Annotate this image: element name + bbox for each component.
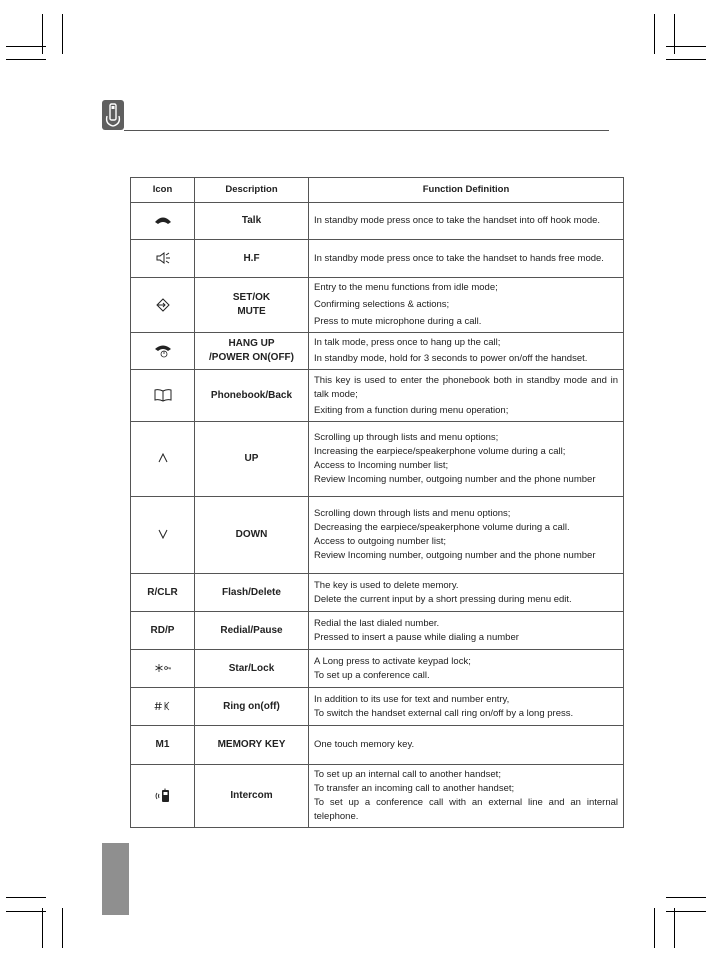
crop-mark (674, 14, 675, 54)
function-table (130, 177, 624, 828)
star-lock-icon (154, 663, 172, 673)
header-function-definition: Function Definition (309, 178, 624, 203)
icon-cell (131, 240, 195, 278)
down-arrow-icon (158, 529, 168, 539)
icon-cell (131, 497, 195, 574)
icon-cell (131, 765, 195, 828)
definition-line: In standby mode press once to take the handset to hands free mode. (314, 252, 604, 264)
crop-mark (62, 908, 63, 948)
definition-cell (309, 278, 624, 333)
definition-cell (309, 765, 624, 828)
header-icon: Icon (131, 178, 195, 203)
key-label: M1 (155, 739, 170, 750)
definition-cell (309, 726, 624, 765)
description-text: Flash/Delete (222, 586, 281, 598)
crop-mark (666, 59, 706, 60)
table-row (131, 688, 624, 726)
crop-mark (62, 14, 63, 54)
description-text: Talk (241, 215, 262, 226)
crop-mark (654, 908, 655, 948)
definition-line: To switch the handset external call ring on/off by a long press. (314, 707, 574, 719)
icon-cell (131, 370, 195, 422)
crop-mark (6, 897, 46, 898)
description-text: /POWER ON(OFF) (209, 352, 294, 363)
description-cell (195, 765, 309, 828)
description-cell (195, 203, 309, 240)
key-label: R/CLR (147, 586, 178, 598)
table-row (131, 333, 624, 370)
description-text: DOWN (235, 529, 268, 540)
definition-cell (309, 650, 624, 688)
definition-cell (309, 497, 624, 574)
description-cell (195, 574, 309, 612)
set-ok-mute-icon (156, 298, 170, 312)
definition-line: Entry to the menu functions from idle mode; (314, 282, 498, 293)
up-arrow-icon (158, 453, 168, 463)
definition-cell (309, 422, 624, 497)
icon-cell (131, 278, 195, 333)
crop-mark (42, 14, 43, 54)
icon-cell (131, 650, 195, 688)
description-cell (195, 370, 309, 422)
description-text: Intercom (230, 790, 273, 801)
table-row (131, 278, 624, 333)
description-cell (195, 726, 309, 765)
description-cell (195, 422, 309, 497)
crop-mark (654, 14, 655, 54)
crop-mark (6, 911, 46, 912)
crop-mark (6, 59, 46, 60)
definition-line: Exiting from a function during menu operation; (314, 404, 509, 416)
definition-line: To set up an internal call to another handset; (314, 769, 501, 780)
definition-line: Pressed to insert a pause while dialing a number (314, 631, 519, 643)
definition-cell (309, 203, 624, 240)
crop-mark (674, 908, 675, 948)
icon-cell (131, 333, 195, 370)
definition-line: In standby mode press once to take the handset into off hook mode. (314, 215, 601, 226)
description-text: MEMORY KEY (217, 739, 286, 750)
crop-mark (666, 897, 706, 898)
definition-line: Increasing the earpiece/speakerphone volume during a call; (314, 446, 566, 457)
talk-handset-icon (154, 215, 172, 225)
definition-cell (309, 370, 624, 422)
table-row (131, 574, 624, 612)
description-cell (195, 650, 309, 688)
description-cell (195, 240, 309, 278)
definition-line: Scrolling up through lists and menu options; (314, 432, 499, 443)
icon-cell (131, 203, 195, 240)
table-row (131, 612, 624, 650)
icon-cell (131, 726, 195, 765)
definition-line: Press to mute microphone during a call. (314, 316, 482, 327)
description-text: MUTE (237, 306, 266, 317)
description-cell (195, 497, 309, 574)
icon-cell (131, 688, 195, 726)
table-row (131, 422, 624, 497)
definition-line: Scrolling down through lists and menu options; (314, 508, 511, 519)
definition-line: This key is used to enter the phonebook both in standby mode and in talk mode; (314, 374, 618, 400)
definition-cell (309, 612, 624, 650)
table-row (131, 726, 624, 765)
description-text: HANG UP (228, 338, 275, 349)
definition-line: To set up a conference call. (314, 669, 430, 681)
definition-cell (309, 574, 624, 612)
description-cell (195, 612, 309, 650)
table-row (131, 240, 624, 278)
description-text: H.F (243, 252, 260, 264)
icon-cell (131, 612, 195, 650)
definition-line: One touch memory key. (314, 739, 415, 750)
definition-line: To transfer an incoming call to another handset; (314, 783, 515, 794)
definition-line: In addition to its use for text and number entry, (314, 693, 510, 705)
icon-cell (131, 422, 195, 497)
table-row (131, 650, 624, 688)
table-row (131, 203, 624, 240)
table-header-row (131, 178, 624, 203)
handsfree-speaker-icon (155, 251, 171, 265)
description-text: SET/OK (232, 292, 271, 303)
description-text: Ring on(off) (223, 700, 280, 712)
definition-line: Decreasing the earpiece/speakerphone volume during a call. (314, 522, 570, 533)
table-row (131, 765, 624, 828)
crop-mark (666, 46, 706, 47)
definition-cell (309, 688, 624, 726)
description-text: Star/Lock (228, 662, 275, 674)
definition-cell (309, 240, 624, 278)
crop-mark (6, 46, 46, 47)
definition-line: Review Incoming number, outgoing number and the phone number (314, 474, 596, 485)
definition-cell (309, 333, 624, 370)
description-text: Phonebook/Back (210, 389, 293, 401)
definition-line: Access to outgoing number list; (314, 536, 447, 547)
definition-line: Redial the last dialed number. (314, 617, 440, 629)
definition-line: In standby mode, hold for 3 seconds to power on/off the handset. (314, 353, 588, 364)
phonebook-icon (154, 388, 172, 402)
key-label: RD/P (150, 624, 175, 636)
definition-line: The key is used to delete memory. (314, 579, 459, 591)
hang-up-power-icon (154, 344, 172, 358)
table-row (131, 370, 624, 422)
definition-line: Review Incoming number, outgoing number and the phone number (314, 550, 596, 561)
crop-mark (666, 911, 706, 912)
header-description: Description (195, 178, 309, 203)
definition-line: To set up a conference call with an external line and an internal telephone. (314, 797, 618, 822)
definition-line: Delete the current input by a short pressing during menu edit. (314, 593, 572, 605)
description-cell (195, 688, 309, 726)
handset-section-icon (102, 100, 124, 130)
side-tab (102, 843, 129, 915)
table-row (131, 497, 624, 574)
hash-ring-icon (154, 701, 172, 711)
definition-line: A Long press to activate keypad lock; (314, 655, 471, 667)
definition-line: In talk mode, press once to hang up the call; (314, 337, 501, 348)
description-text: UP (244, 453, 259, 464)
description-cell (195, 333, 309, 370)
icon-cell (131, 574, 195, 612)
description-text: Redial/Pause (220, 624, 283, 636)
description-cell (195, 278, 309, 333)
definition-line: Confirming selections & actions; (314, 299, 450, 310)
definition-line: Access to Incoming number list; (314, 460, 449, 471)
intercom-icon (154, 788, 172, 804)
crop-mark (42, 908, 43, 948)
header-rule (124, 130, 609, 131)
